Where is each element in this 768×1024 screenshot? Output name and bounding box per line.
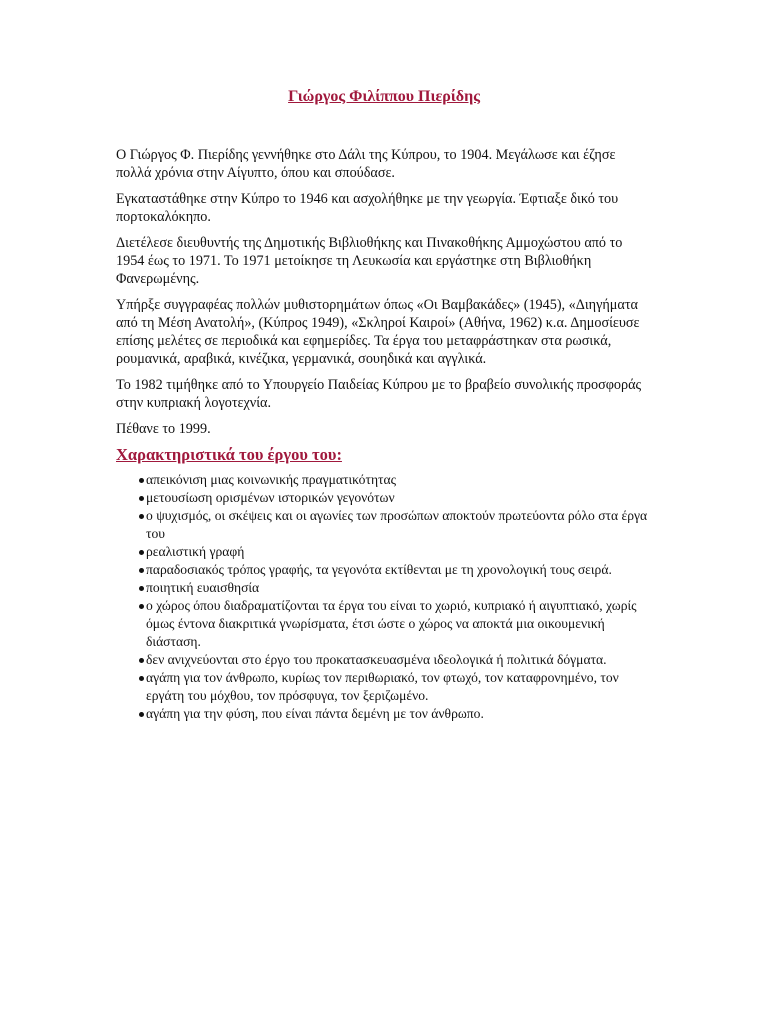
list-item [116,705,652,723]
list-item [116,489,652,507]
bullet-icon [139,604,144,609]
list-item [116,597,652,651]
document-body [116,146,652,723]
list-item-text: μετουσίωση ορισμένων ιστορικών γεγονότων [146,490,395,505]
paragraph-cyprus: Εγκαταστάθηκε στην Κύπρο το 1946 και ασχολήθηκε με την γεωργία. Έφτιαξε δικό του πορτοκαλόκηπο. [116,191,619,225]
list-item-text: παραδοσιακός τρόπος γραφής, τα γεγονότα εκτίθενται με τη χρονολογική τους σειρά. [146,562,612,577]
list-item-text: δεν ανιχνεύονται στο έργο του προκατασκευασμένα ιδεολογικά ή πολιτικά δόγματα. [146,652,607,667]
bullet-icon [139,514,144,519]
bullet-icon [139,676,144,681]
list-item-text: αγάπη για τον άνθρωπο, κυρίως τον περιθωριακό, τον φτωχό, τον καταφρονημένο, τον εργάτη του μόχθου, τον πρόσφυγα, τον ξεριζωμένο. [146,670,619,703]
page-title: Γιώργος Φιλίππου Πιερίδης [288,88,480,105]
list-item [116,651,652,669]
list-item [116,507,652,543]
bullet-icon [139,586,144,591]
list-item-text: ρεαλιστική γραφή [146,544,245,559]
list-item-text: ποιητική ευαισθησία [146,580,260,595]
list-item [116,669,652,705]
list-item-text: ο ψυχισμός, οι σκέψεις και οι αγωνίες των προσώπων αποκτούν πρωτεύοντα ρόλο στα έργα του [146,508,648,541]
characteristics-list [116,471,652,723]
section-heading: Χαρακτηριστικά του έργου του: [116,445,342,464]
paragraph-works: Υπήρξε συγγραφέας πολλών μυθιστορημάτων όπως «Οι Βαμβακάδες» (1945), «Διηγήματα από τη Μέση Ανατολή», (Κύπρος 1949), «Σκληροί Καιροί» (Αθήνα, 1962) κ.α. Δημοσίευσε επίσης μελέτες σε περιοδικά και εφημερίδες. Τα έργα του μεταφράστηκαν στα ρωσικά, ρουμανικά, αραβικά, κινέζικα, γερμανικά, σουηδικά και αγγλικά. [116,297,640,367]
bullet-icon [139,496,144,501]
paragraph-birth: Ο Γιώργος Φ. Πιερίδης γεννήθηκε στο Δάλι της Κύπρου, το 1904. Μεγάλωσε και έζησε πολλά χρόνια στην Αίγυπτο, όπου και σπούδασε. [116,147,616,181]
bullet-icon [139,712,144,717]
paragraph-award: Το 1982 τιμήθηκε από το Υπουργείο Παιδείας Κύπρου με το βραβείο συνολικής προσφοράς στην κυπριακή λογοτεχνία. [116,377,642,411]
list-item [116,579,652,597]
bullet-icon [139,478,144,483]
paragraph-library: Διετέλεσε διευθυντής της Δημοτικής Βιβλιοθήκης και Πινακοθήκης Αμμοχώστου από το 1954 έως το 1971. Το 1971 μετοίκησε τη Λευκωσία και εργάστηκε στη Βιβλιοθήκη Φανερωμένης. [116,235,623,287]
list-item-text: αγάπη για την φύση, που είναι πάντα δεμένη με τον άνθρωπο. [146,706,484,721]
bullet-icon [139,550,144,555]
bullet-icon [139,568,144,573]
paragraph-death: Πέθανε το 1999. [116,421,211,437]
list-item-text: ο χώρος όπου διαδραματίζονται τα έργα του είναι το χωριό, κυπριακό ή αιγυπτιακό, χωρίς όμως έντονα διακριτικά γνωρίσματα, έτσι ώστε ο χώρος να αποκτά μια οικουμενική διάσταση. [146,598,637,649]
list-item [116,543,652,561]
list-item-text: απεικόνιση μιας κοινωνικής πραγματικότητας [146,472,397,487]
list-item [116,561,652,579]
bullet-icon [139,658,144,663]
list-item [116,471,652,489]
